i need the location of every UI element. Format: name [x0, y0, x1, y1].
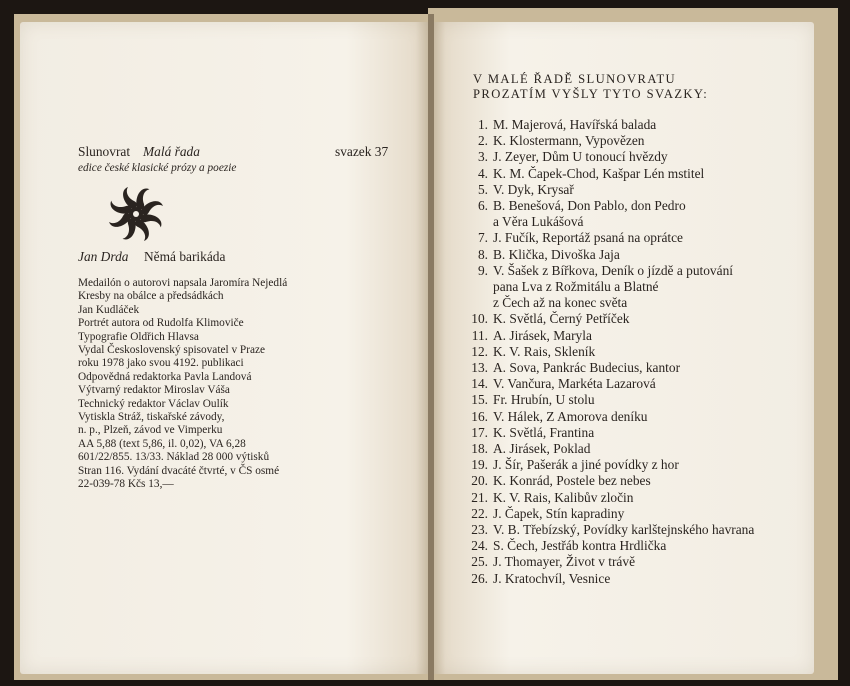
- volume-index: 10.: [471, 311, 488, 327]
- colophon: [78, 277, 287, 492]
- list-item: [466, 198, 754, 214]
- volume-number: svazek 37: [335, 144, 389, 159]
- volume-entry: K. Klostermann, Vypovězen: [493, 133, 645, 149]
- volume-entry: Fr. Hrubín, U stolu: [493, 392, 595, 408]
- heading-line: V MALÉ ŘADĚ SLUNOVRATU: [473, 72, 677, 86]
- volume-index: 13.: [471, 360, 488, 376]
- volume-list: [466, 117, 754, 587]
- colophon-line: 601/22/855. 13/33. Náklad 28 000 výtisků: [78, 451, 270, 464]
- volume-index: 8.: [477, 246, 488, 262]
- list-item: [466, 117, 754, 133]
- colophon-line: roku 1978 jako svou 4192. publikaci: [78, 357, 244, 370]
- volume-index: 21.: [471, 489, 488, 505]
- volume-index: 19.: [471, 457, 488, 473]
- list-item-continuation: [466, 214, 754, 230]
- volume-entry: V. B. Třebízský, Povídky karlštejnského havrana: [493, 522, 755, 538]
- colophon-line: Stran 116. Vydání dvacáté čtvrté, v ČS osmé: [78, 464, 280, 477]
- heading-line: PROZATÍM VYŠLY TYTO SVAZKY:: [473, 87, 709, 101]
- volume-entry-continued: z Čech až na konec světa: [493, 295, 628, 311]
- colophon-line: Výtvarný redaktor Miroslav Váša: [78, 384, 230, 397]
- volume-index: 6.: [477, 198, 488, 214]
- volume-index: 7.: [477, 230, 488, 246]
- volume-entry: M. Majerová, Havířská balada: [493, 117, 657, 132]
- colophon-line: Portrét autora od Rudolfa Klimoviče: [78, 317, 244, 330]
- slunovrat-logo-icon: [106, 184, 166, 244]
- series-list-heading: [473, 72, 708, 102]
- list-item: [466, 133, 754, 149]
- list-item-continuation: [466, 295, 754, 311]
- volume-entry: J. Zeyer, Dům U tonoucí hvězdy: [493, 149, 668, 165]
- volume-entry: K. V. Rais, Skleník: [493, 343, 596, 359]
- colophon-line: Kresby na obálce a předsádkách: [78, 290, 224, 303]
- list-item: [466, 409, 754, 425]
- colophon-line: Medailón o autorovi napsala Jaromíra Nejedlá: [78, 277, 288, 289]
- volume-index: 1.: [477, 117, 488, 132]
- list-item: [466, 441, 754, 457]
- colophon-line: Technický redaktor Václav Oulík: [78, 397, 229, 410]
- volume-entry: J. Fučík, Reportáž psaná na oprátce: [493, 230, 684, 246]
- colophon-line: Vytiskla Stráž, tiskařské závody,: [78, 411, 225, 424]
- list-item: [466, 247, 754, 263]
- volume-index: 2.: [477, 133, 488, 149]
- list-item: [466, 311, 754, 327]
- list-item: [466, 344, 754, 360]
- list-item: [466, 473, 754, 489]
- series-subtitle: Malá řada: [143, 144, 200, 159]
- volume-entry: J. Thomayer, Život v trávě: [493, 554, 636, 570]
- list-item: [466, 392, 754, 408]
- volume-entry: S. Čech, Jestřáb kontra Hrdlička: [493, 538, 667, 554]
- list-item: [466, 376, 754, 392]
- volume-entry: B. Klička, Divoška Jaja: [493, 246, 620, 262]
- colophon-line: 22-039-78 Kčs 13,—: [78, 478, 174, 491]
- list-item: [466, 263, 754, 279]
- volume-entry-continued: pana Lva z Rožmitálu a Blatné: [493, 279, 659, 295]
- volume-index: 17.: [471, 424, 488, 440]
- volume-entry: J. Šír, Pašerák a jiné povídky z hor: [493, 457, 679, 473]
- volume-index: 23.: [471, 522, 488, 538]
- volume-entry: J. Čapek, Stín kapradiny: [493, 505, 625, 521]
- list-item: [466, 360, 754, 376]
- volume-index: 14.: [471, 376, 488, 392]
- volume-entry: A. Jirásek, Poklad: [493, 441, 591, 457]
- volume-entry: B. Benešová, Don Pablo, don Pedro: [493, 198, 686, 214]
- list-item: [466, 522, 754, 538]
- list-item: [466, 328, 754, 344]
- volume-index: 16.: [471, 408, 488, 424]
- volume-entry: K. Konrád, Postele bez nebes: [493, 473, 651, 489]
- list-item: [466, 538, 754, 554]
- colophon-line: Vydal Československý spisovatel v Praze: [78, 344, 265, 357]
- volume-entry: K. Světlá, Černý Petříček: [493, 311, 630, 327]
- list-item: [466, 571, 754, 587]
- volume-entry: A. Jirásek, Maryla: [493, 327, 592, 343]
- volume-entry: K. M. Čapek-Chod, Kašpar Lén mstitel: [493, 165, 705, 181]
- volume-index: 11.: [471, 327, 488, 343]
- series-name: Slunovrat: [78, 144, 131, 159]
- volume-entry: K. V. Rais, Kalibův zločin: [493, 489, 634, 505]
- colophon-line: Odpovědná redaktorka Pavla Landová: [78, 370, 252, 383]
- volume-entry-continued: a Věra Lukášová: [493, 214, 584, 230]
- volume-entry: V. Vančura, Markéta Lazarová: [493, 376, 656, 392]
- volume-index: 15.: [471, 392, 488, 408]
- volume-index: 20.: [471, 473, 488, 489]
- volume-entry: V. Dyk, Krysař: [493, 181, 574, 197]
- volume-index: 18.: [471, 441, 488, 457]
- list-item: [466, 506, 754, 522]
- volume-index: 22.: [471, 505, 488, 521]
- book-title: Němá barikáda: [144, 249, 226, 264]
- volume-entry: K. Světlá, Frantina: [493, 424, 595, 440]
- list-item: [466, 182, 754, 198]
- list-item: [466, 490, 754, 506]
- colophon-line: AA 5,88 (text 5,86, il. 0,02), VA 6,28: [78, 437, 246, 450]
- volume-index: 26.: [471, 570, 488, 586]
- volume-index: 25.: [471, 554, 488, 570]
- colophon-line: n. p., Plzeň, závod ve Vimperku: [78, 424, 223, 437]
- volume-entry: V. Hálek, Z Amorova deníku: [493, 408, 648, 424]
- volume-index: 3.: [477, 149, 488, 165]
- volume-index: 5.: [477, 181, 488, 197]
- list-item: [466, 554, 754, 570]
- list-item: [466, 149, 754, 165]
- volume-index: 12.: [471, 343, 488, 359]
- volume-entry: V. Šašek z Bířkova, Deník o jízdě a putování: [493, 262, 733, 278]
- volume-index: 24.: [471, 538, 488, 554]
- list-item: [466, 166, 754, 182]
- volume-entry: J. Kratochvíl, Vesnice: [493, 570, 611, 586]
- book-author: Jan Drda: [78, 249, 129, 264]
- list-item: [466, 457, 754, 473]
- list-item: [466, 230, 754, 246]
- volume-index: 4.: [477, 165, 488, 181]
- volume-index: 9.: [477, 262, 488, 278]
- volume-entry: A. Sova, Pankrác Budecius, kantor: [493, 360, 681, 376]
- list-item-continuation: [466, 279, 754, 295]
- list-item: [466, 425, 754, 441]
- edition-subtitle: edice české klasické prózy a poezie: [78, 162, 237, 174]
- colophon-line: Typografie Oldřich Hlavsa: [78, 330, 199, 343]
- colophon-line: Jan Kudláček: [78, 303, 140, 316]
